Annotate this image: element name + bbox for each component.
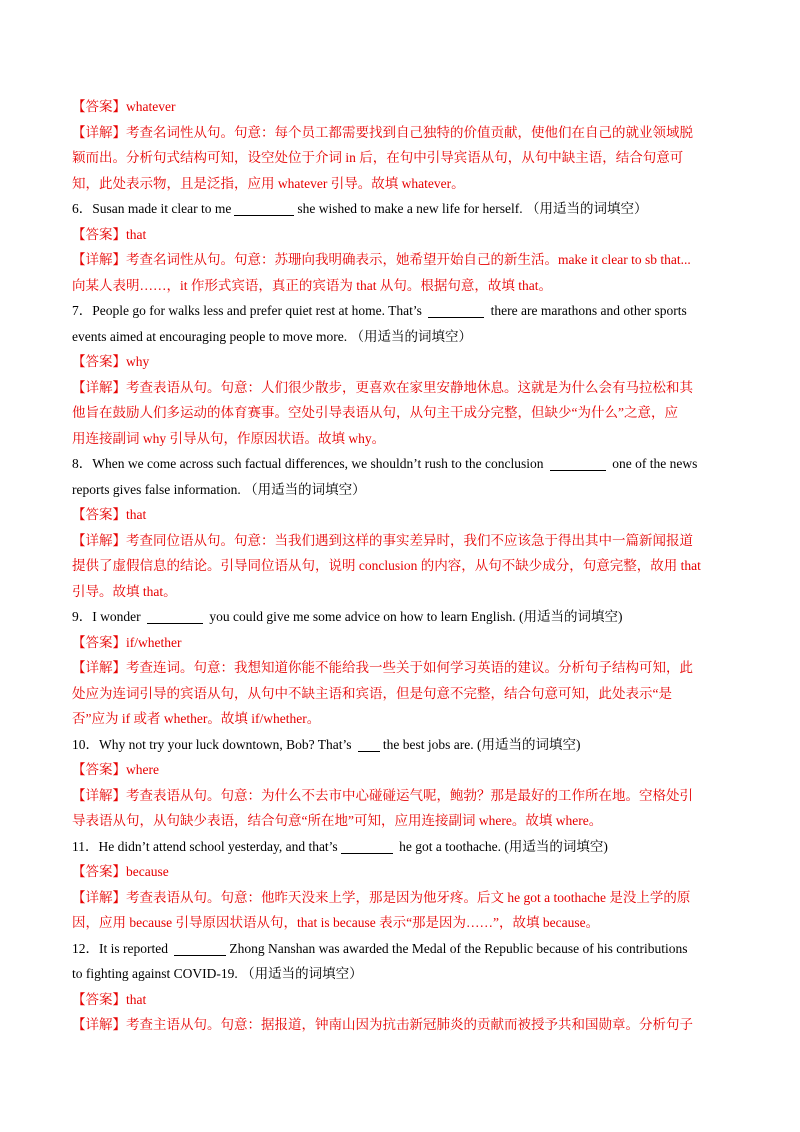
detail-line	[72, 910, 732, 936]
question-text: 8．When we come across such factual differences, we shouldn’t rush to the conclusion	[72, 456, 547, 471]
answer-label: 【答案】	[72, 507, 126, 522]
question-text: one of the news	[608, 456, 698, 471]
detail-text: 提供了虚假信息的结论。引导同位语从句，说明 conclusion 的内容，从句不缺少成分，句意完整，故用 that	[72, 558, 701, 573]
detail-label: 【详解】	[72, 889, 126, 905]
answer-blank	[358, 737, 380, 752]
answer-blank	[174, 941, 226, 956]
detail-line	[72, 375, 732, 401]
detail-text: 考查表语从句。句意：人们很少散步，更喜欢在家里安静地休息。这就是为什么会有马拉松和其	[126, 379, 693, 395]
question-text: there are marathons and other sports	[487, 303, 687, 318]
detail-line	[72, 783, 732, 809]
answer-blank	[428, 303, 484, 318]
answer-blank	[341, 839, 393, 854]
question-text: she wished to make a new life for herself. （用适当的词填空）	[297, 201, 648, 216]
question-text: he got a toothache. (用适当的词填空)	[395, 838, 608, 854]
detail-line	[72, 426, 732, 452]
detail-line	[72, 655, 732, 681]
answer-text: that	[126, 226, 147, 242]
document-page	[72, 94, 732, 1038]
question-11	[72, 834, 732, 860]
detail-text: 处应为连词引导的宾语从句，从句中不缺主语和宾语，但是句意不完整，结合句意可知，此处表示“是	[72, 685, 672, 701]
detail-line	[72, 706, 732, 732]
answer-line	[72, 222, 732, 248]
question-text: Zhong Nanshan was awarded the Medal of the Republic because of his contributions	[229, 940, 688, 956]
question-text: 12．It is reported	[72, 940, 172, 956]
detail-text: 因，应用 because 引导原因状语从句，that is because 表示“那是因为……”，故填 because。	[72, 915, 600, 930]
answer-label: 【答案】	[72, 864, 126, 879]
question-text: 11．He didn’t attend school yesterday, and that’s	[72, 838, 338, 854]
detail-line	[72, 553, 732, 579]
answer-line	[72, 987, 732, 1013]
detail-line	[72, 528, 732, 554]
answer-text: that	[126, 991, 147, 1007]
detail-line	[72, 1012, 732, 1038]
detail-text: 向某人表明……，it 作形式宾语，真正的宾语为 that 从句。根据句意，故填 that。	[72, 277, 552, 293]
answer-line	[72, 349, 732, 375]
question-6	[72, 196, 732, 222]
detail-text: 他旨在鼓励人们多运动的体育赛事。空处引导表语从句，从句主干成分完整，但缺少“为什么”之意，应	[72, 405, 678, 420]
question-8	[72, 451, 732, 477]
detail-text: 考查表语从句。句意：为什么不去市中心碰碰运气呢，鲍勃？那是最好的工作所在地。空格处引	[126, 787, 693, 803]
question-text: 6．Susan made it clear to me	[72, 201, 232, 216]
question-text: the best jobs are. (用适当的词填空)	[382, 736, 581, 752]
question-12	[72, 936, 732, 962]
answer-blank	[550, 456, 606, 471]
detail-text: 考查表语从句。句意：他昨天没来上学，那是因为他牙疼。后文 he got a toothache 是没上学的原	[126, 889, 691, 905]
question-9	[72, 604, 732, 630]
detail-label: 【详解】	[72, 124, 126, 140]
detail-line	[72, 145, 732, 171]
detail-line	[72, 273, 732, 299]
answer-blank	[234, 201, 294, 216]
question-text: reports gives false information. （用适当的词填空）	[72, 481, 366, 497]
answer-line	[72, 630, 732, 656]
question-text: 9．I wonder	[72, 609, 144, 624]
answer-text: whatever	[126, 99, 176, 114]
question-7-cont	[72, 324, 732, 350]
answer-label: 【答案】	[72, 99, 126, 114]
detail-line	[72, 400, 732, 426]
answer-label: 【答案】	[72, 226, 126, 242]
answer-text: that	[126, 507, 147, 522]
detail-label: 【详解】	[72, 787, 126, 803]
detail-line	[72, 171, 732, 197]
detail-text: 用连接副词 why 引导从句，作原因状语。故填 why。	[72, 430, 386, 446]
answer-text: why	[126, 354, 150, 369]
answer-label: 【答案】	[72, 762, 126, 777]
detail-text: 导表语从句，从句缺少表语，结合句意“所在地”可知，应用连接副词 where。故填 where。	[72, 813, 603, 828]
question-10	[72, 732, 732, 758]
answer-text: where	[126, 762, 159, 777]
question-text: 10．Why not try your luck downtown, Bob? That’s	[72, 736, 355, 752]
detail-label: 【详解】	[72, 1017, 126, 1032]
answer-line	[72, 502, 732, 528]
answer-line	[72, 757, 732, 783]
detail-line	[72, 247, 732, 273]
detail-line	[72, 681, 732, 707]
question-text: you could give me some advice on how to learn English. (用适当的词填空)	[205, 609, 623, 624]
question-7	[72, 298, 732, 324]
answer-label: 【答案】	[72, 354, 126, 369]
detail-line	[72, 808, 732, 834]
detail-text: 考查连词。句意：我想知道你能不能给我一些关于如何学习英语的建议。分析句子结构可知，此	[126, 660, 693, 675]
detail-label: 【详解】	[72, 660, 126, 675]
detail-line	[72, 885, 732, 911]
question-12-cont	[72, 961, 732, 987]
detail-line	[72, 120, 732, 146]
answer-line	[72, 859, 732, 885]
detail-label: 【详解】	[72, 379, 126, 395]
answer-text: if/whether	[126, 634, 182, 650]
detail-text: 考查名词性从句。句意：苏珊向我明确表示，她希望开始自己的新生活。make it clear to sb that...	[126, 252, 691, 267]
question-8-cont	[72, 477, 732, 503]
detail-line	[72, 579, 732, 605]
detail-text: 引导。故填 that。	[72, 583, 177, 599]
question-text: 7．People go for walks less and prefer quiet rest at home. That’s	[72, 303, 426, 318]
answer-blank	[147, 609, 203, 624]
detail-text: 考查同位语从句。句意：当我们遇到这样的事实差异时，我们不应该急于得出其中一篇新闻报道	[126, 532, 693, 548]
answer-text: because	[126, 864, 169, 879]
detail-label: 【详解】	[72, 532, 126, 548]
detail-text: 颖而出。分析句式结构可知，设空处位于介词 in 后，在句中引导宾语从句，从句中缺主语，结合句意可	[72, 150, 684, 165]
answer-label: 【答案】	[72, 634, 126, 650]
answer-label: 【答案】	[72, 991, 126, 1007]
detail-text: 考查主语从句。句意：据报道，钟南山因为抗击新冠肺炎的贡献而被授予共和国勋章。分析句子	[126, 1017, 693, 1032]
question-text: events aimed at encouraging people to move more. （用适当的词填空）	[72, 328, 473, 344]
detail-label: 【详解】	[72, 252, 126, 267]
detail-text: 考查名词性从句。句意：每个员工都需要找到自己独特的价值贡献，使他们在自己的就业领域脱	[126, 124, 693, 140]
detail-text: 知，此处表示物，且是泛指，应用 whatever 引导。故填 whatever。	[72, 175, 465, 191]
detail-text: 否”应为 if 或者 whether。故填 if/whether。	[72, 711, 321, 726]
answer-line	[72, 94, 732, 120]
question-text: to fighting against COVID-19. （用适当的词填空）	[72, 966, 363, 981]
